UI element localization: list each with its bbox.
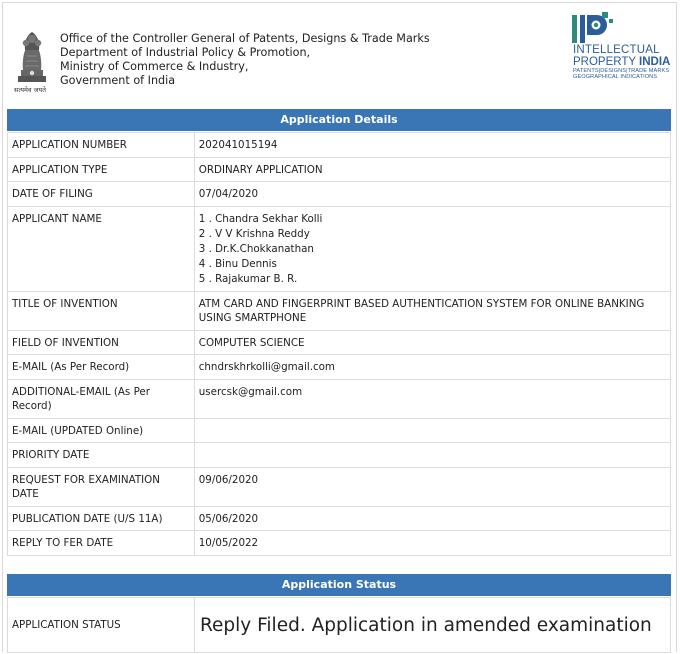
logo-line-1: INTELLECTUAL — [573, 44, 660, 56]
priority-date-value — [194, 443, 670, 468]
list-item: 3 . Dr.K.Chokkanathan — [198, 242, 314, 255]
table-row — [8, 330, 671, 355]
date-of-filing-value: 07/04/2020 — [194, 182, 670, 207]
row-label: E-MAIL (As Per Record) — [8, 355, 195, 380]
application-status-table — [7, 597, 671, 653]
table-row — [8, 443, 671, 468]
table-row — [8, 355, 671, 380]
row-label: APPLICATION TYPE — [8, 157, 195, 182]
row-label: PUBLICATION DATE (U/S 11A) — [8, 506, 195, 531]
national-emblem-icon — [12, 26, 52, 90]
application-status-header: Application Status — [7, 574, 671, 596]
table-row — [8, 133, 671, 158]
list-item: 4 . Binu Dennis — [198, 257, 277, 270]
applicant-name-value — [194, 206, 670, 291]
office-line-2: Department of Industrial Policy & Promotion, — [60, 46, 311, 59]
office-line-3: Ministry of Commerce & Industry, — [60, 60, 249, 73]
reply-to-fer-date-value: 10/05/2022 — [194, 531, 670, 556]
title-of-invention-value: ATM CARD AND FINGERPRINT BASED AUTHENTICATION SYSTEM FOR ONLINE BANKING USING SMARTPHONE — [194, 291, 670, 330]
table-row — [8, 506, 671, 531]
row-label: REQUEST FOR EXAMINATION DATE — [8, 467, 195, 506]
application-status-label: APPLICATION STATUS — [8, 598, 195, 653]
logo-sub-2: GEOGRAPHICAL INDICATIONS — [573, 74, 658, 80]
table-row — [8, 182, 671, 207]
publication-date-value: 05/06/2020 — [194, 506, 670, 531]
application-status-value: Reply Filed. Application in amended examination — [195, 598, 671, 653]
logo-line-2-prefix: PROPERTY — [573, 56, 640, 68]
field-of-invention-value: COMPUTER SCIENCE — [194, 330, 670, 355]
application-type-value: ORDINARY APPLICATION — [194, 157, 670, 182]
row-label: TITLE OF INVENTION — [8, 291, 195, 330]
table-row — [8, 291, 671, 330]
office-line-1: Office of the Controller General of Patents, Designs & Trade Marks — [60, 32, 430, 45]
row-label: DATE OF FILING — [8, 182, 195, 207]
row-label: ADDITIONAL-EMAIL (As Per Record) — [8, 379, 195, 418]
table-row — [8, 467, 671, 506]
table-row — [8, 598, 671, 653]
email-updated-value — [194, 418, 670, 443]
list-item: 2 . V V Krishna Reddy — [198, 227, 310, 240]
row-label: APPLICANT NAME — [8, 206, 195, 291]
office-line-4: Government of India — [60, 74, 176, 87]
table-row — [8, 206, 671, 291]
examination-date-value: 09/06/2020 — [194, 467, 670, 506]
application-details-table — [7, 132, 671, 556]
table-row — [8, 157, 671, 182]
table-row — [8, 418, 671, 443]
email-value: chndrskhrkolli@gmail.com — [194, 355, 670, 380]
application-details-header: Application Details — [7, 109, 671, 131]
row-label: APPLICATION NUMBER — [8, 133, 195, 158]
logo-sub-1: PATENTS|DESIGNS|TRADE MARKS — [573, 68, 670, 74]
logo-line-2 — [573, 56, 670, 68]
table-row — [8, 379, 671, 418]
page-header — [0, 0, 680, 100]
additional-email-value: usercsk@gmail.com — [194, 379, 670, 418]
row-label: FIELD OF INVENTION — [8, 330, 195, 355]
row-label: PRIORITY DATE — [8, 443, 195, 468]
logo-line-2-bold: INDIA — [639, 56, 671, 68]
row-label: E-MAIL (UPDATED Online) — [8, 418, 195, 443]
emblem-motto: सत्यमेव जयते — [14, 86, 46, 94]
table-row — [8, 531, 671, 556]
office-heading — [60, 32, 430, 88]
ip-india-logo-mark-icon — [571, 12, 615, 46]
list-item: 5 . Rajakumar B. R. — [198, 272, 298, 285]
list-item: 1 . Chandra Sekhar Kolli — [198, 212, 323, 225]
ip-india-logo — [571, 12, 671, 84]
ip-india-logo-text — [573, 45, 670, 80]
application-number-value: 202041015194 — [194, 133, 670, 158]
applicant-list — [199, 212, 666, 287]
row-label: REPLY TO FER DATE — [8, 531, 195, 556]
